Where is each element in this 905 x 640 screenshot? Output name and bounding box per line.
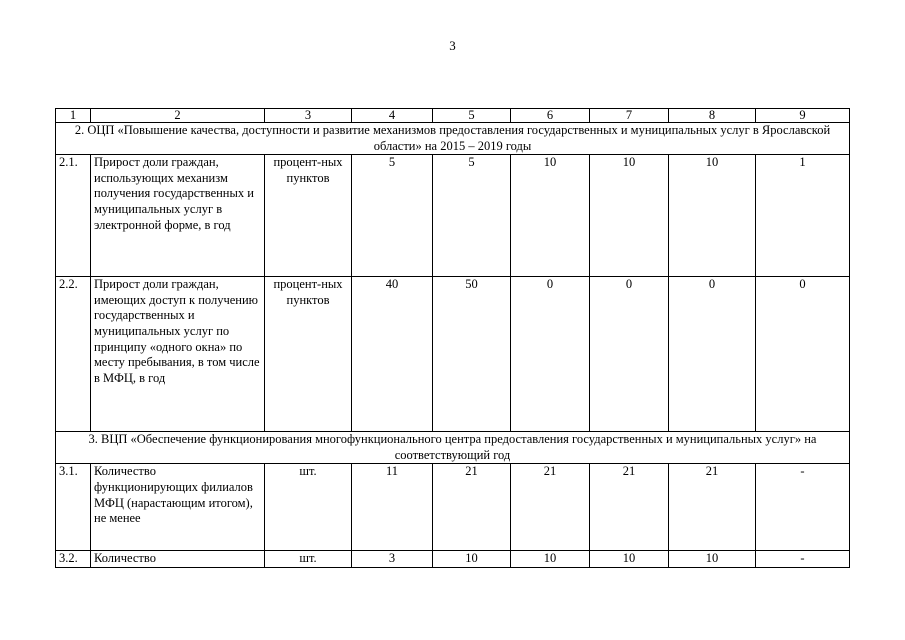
value-cell: 3 xyxy=(352,551,433,568)
column-header: 8 xyxy=(669,109,756,123)
value-cell: 0 xyxy=(669,277,756,432)
value-cell: 10 xyxy=(669,155,756,277)
value-cell: 1 xyxy=(756,155,850,277)
column-header: 4 xyxy=(352,109,433,123)
value-cell: 0 xyxy=(590,277,669,432)
value-cell: 0 xyxy=(511,277,590,432)
section-title: 3. ВЦП «Обеспечение функционирования многофункционального центра предоставления государственных и муниципальных услуг» на соответствующий год xyxy=(56,432,850,464)
value-cell: 11 xyxy=(352,464,433,551)
row-number: 2.2. xyxy=(56,277,91,432)
value-cell: - xyxy=(756,464,850,551)
row-number: 3.2. xyxy=(56,551,91,568)
section-header-row xyxy=(56,432,850,464)
unit-cell: процент-ных пунктов xyxy=(265,155,352,277)
unit-cell: шт. xyxy=(265,551,352,568)
section-header-row xyxy=(56,123,850,155)
value-cell: 10 xyxy=(590,155,669,277)
indicator-name: Прирост доли граждан, имеющих доступ к получению государственных и муниципальных услуг по принципу «одного окна» по месту пребывания, в том числе в МФЦ, в год xyxy=(91,277,265,432)
value-cell: 0 xyxy=(756,277,850,432)
value-cell: 21 xyxy=(433,464,511,551)
column-header: 1 xyxy=(56,109,91,123)
value-cell: 21 xyxy=(511,464,590,551)
value-cell: 5 xyxy=(433,155,511,277)
column-header: 9 xyxy=(756,109,850,123)
row-number: 3.1. xyxy=(56,464,91,551)
value-cell: 21 xyxy=(590,464,669,551)
column-number-row xyxy=(56,109,850,123)
value-cell: 10 xyxy=(669,551,756,568)
table-row xyxy=(56,464,850,551)
unit-cell: процент-ных пунктов xyxy=(265,277,352,432)
indicator-name: Прирост доли граждан, использующих механизм получения государственных и муниципальных услуг в электронной форме, в год xyxy=(91,155,265,277)
column-header: 7 xyxy=(590,109,669,123)
value-cell: 50 xyxy=(433,277,511,432)
indicators-table xyxy=(55,108,850,568)
column-header: 6 xyxy=(511,109,590,123)
row-number: 2.1. xyxy=(56,155,91,277)
section-title: 2. ОЦП «Повышение качества, доступности и развитие механизмов предоставления государственных и муниципальных услуг в Ярославской области» на 2015 – 2019 годы xyxy=(56,123,850,155)
value-cell: 40 xyxy=(352,277,433,432)
indicator-name: Количество функционирующих филиалов МФЦ (нарастающим итогом), не менее xyxy=(91,464,265,551)
page-number: 3 xyxy=(449,38,456,53)
value-cell: 10 xyxy=(511,551,590,568)
table-row xyxy=(56,551,850,568)
table-row xyxy=(56,277,850,432)
column-header: 3 xyxy=(265,109,352,123)
table-row xyxy=(56,155,850,277)
value-cell: 21 xyxy=(669,464,756,551)
column-header: 5 xyxy=(433,109,511,123)
unit-cell: шт. xyxy=(265,464,352,551)
value-cell: - xyxy=(756,551,850,568)
value-cell: 5 xyxy=(352,155,433,277)
column-header: 2 xyxy=(91,109,265,123)
value-cell: 10 xyxy=(511,155,590,277)
value-cell: 10 xyxy=(433,551,511,568)
indicator-name: Количество xyxy=(91,551,265,568)
value-cell: 10 xyxy=(590,551,669,568)
